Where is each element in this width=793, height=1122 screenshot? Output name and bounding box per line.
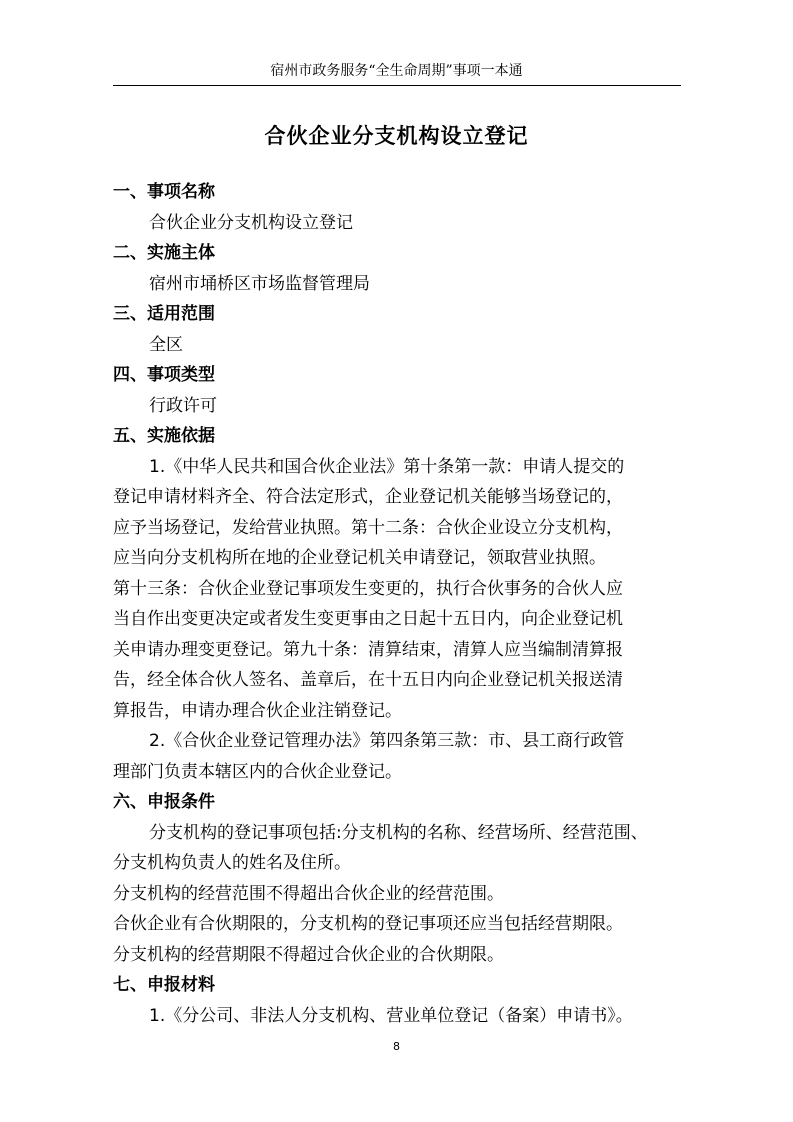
legal-basis-line: 应予当场登记，发给营业执照。第十二条：合伙企业设立分支机构， (113, 517, 623, 538)
section-heading-legal-basis: 五、实施依据 (113, 426, 215, 446)
item-name-value: 合伙企业分支机构设立登记 (149, 212, 353, 233)
implementing-body-value: 宿州市埇桥区市场监督管理局 (149, 273, 370, 294)
legal-basis-line: 1.《中华人民共和国合伙企业法》第十条第一款：申请人提交的 (149, 456, 625, 477)
legal-basis-line: 登记申请材料齐全、符合法定形式，企业登记机关能够当场登记的， (113, 487, 623, 507)
conditions-line: 分支机构的经营范围不得超出合伙企业的经营范围。 (113, 883, 504, 904)
item-type-value: 行政许可 (149, 395, 217, 416)
legal-basis-line: 2.《合伙企业登记管理办法》第四条第三款：市、县工商行政管 (149, 731, 625, 751)
materials-line: 1.《分公司、非法人分支机构、营业单位登记（备案）申请书》。 (149, 1005, 633, 1026)
page-number: 8 (393, 1040, 400, 1053)
legal-basis-line: 第十三条：合伙企业登记事项发生变更的，执行合伙事务的合伙人应 (113, 578, 623, 599)
scope-value: 全区 (149, 334, 183, 355)
legal-basis-line: 当自作出变更决定或者发生变更事由之日起十五日内，向企业登记机 (113, 609, 623, 629)
conditions-line: 合伙企业有合伙期限的，分支机构的登记事项还应当包括经营期限。 (113, 914, 623, 934)
section-heading-conditions: 六、申报条件 (113, 792, 215, 812)
legal-basis-line: 告，经全体合伙人签名、盖章后，在十五日内向企业登记机关报送清 (113, 670, 623, 690)
legal-basis-line: 关申请办理变更登记。第九十条：清算结束，清算人应当编制清算报 (113, 639, 623, 660)
conditions-line: 分支机构的经营期限不得超过合伙企业的合伙期限。 (113, 944, 504, 965)
legal-basis-line: 应当向分支机构所在地的企业登记机关申请登记，领取营业执照。 (113, 548, 606, 568)
section-heading-item-name: 一、事项名称 (113, 182, 215, 202)
section-heading-scope: 三、适用范围 (113, 304, 215, 324)
header-rule (113, 85, 681, 86)
section-heading-implementing-body: 二、实施主体 (113, 243, 215, 263)
running-header: 宿州市政务服务“全生命周期”事项一本通 (270, 63, 523, 79)
legal-basis-line: 算报告，申请办理合伙企业注销登记。 (113, 700, 402, 721)
section-heading-item-type: 四、事项类型 (113, 365, 215, 385)
page-title: 合伙企业分支机构设立登记 (264, 124, 529, 148)
legal-basis-line: 理部门负责本辖区内的合伙企业登记。 (113, 761, 402, 782)
document-body (113, 177, 685, 1031)
conditions-line: 分支机构的登记事项包括:分支机构的名称、经营场所、经营范围、 (149, 822, 648, 843)
conditions-line: 分支机构负责人的姓名及住所。 (113, 853, 351, 873)
section-heading-materials: 七、申报材料 (113, 975, 215, 995)
